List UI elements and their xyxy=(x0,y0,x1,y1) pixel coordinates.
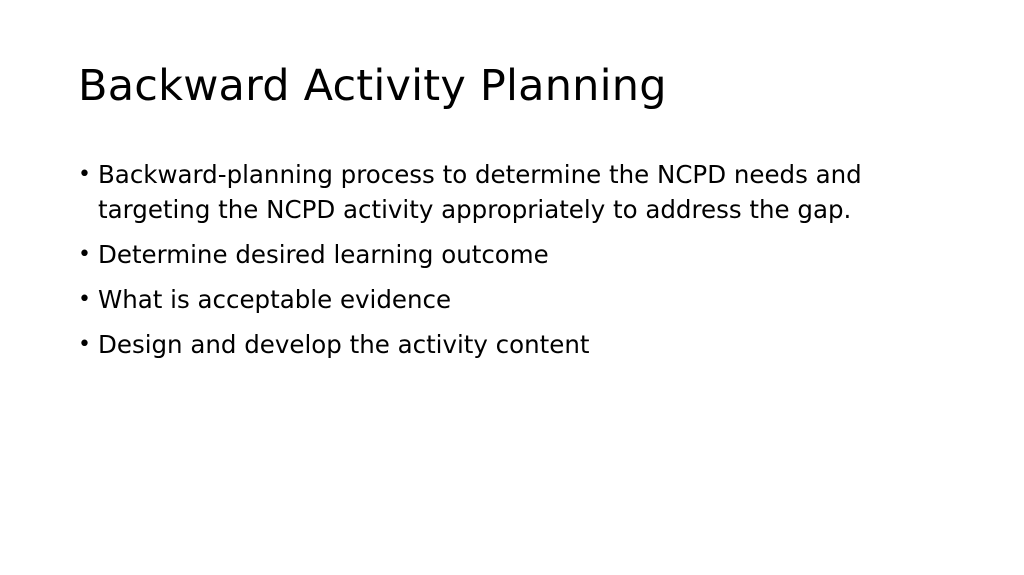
bullet-text: What is acceptable evidence xyxy=(98,285,452,314)
slide-title: Backward Activity Planning xyxy=(78,61,667,111)
bullet-icon: • xyxy=(78,332,91,357)
bullet-icon: • xyxy=(78,162,91,187)
bullet-list xyxy=(78,157,938,372)
bullet-text: Backward-planning process to determine the NCPD needs and targeting the NCPD activity appropriately to address the gap. xyxy=(98,160,862,224)
bullet-item xyxy=(78,282,938,317)
bullet-icon: • xyxy=(78,287,91,312)
bullet-item xyxy=(78,327,938,362)
bullet-item xyxy=(78,157,938,227)
bullet-icon: • xyxy=(78,242,91,267)
bullet-item xyxy=(78,237,938,272)
bullet-text: Design and develop the activity content xyxy=(98,330,590,359)
bullet-text: Determine desired learning outcome xyxy=(98,240,549,269)
